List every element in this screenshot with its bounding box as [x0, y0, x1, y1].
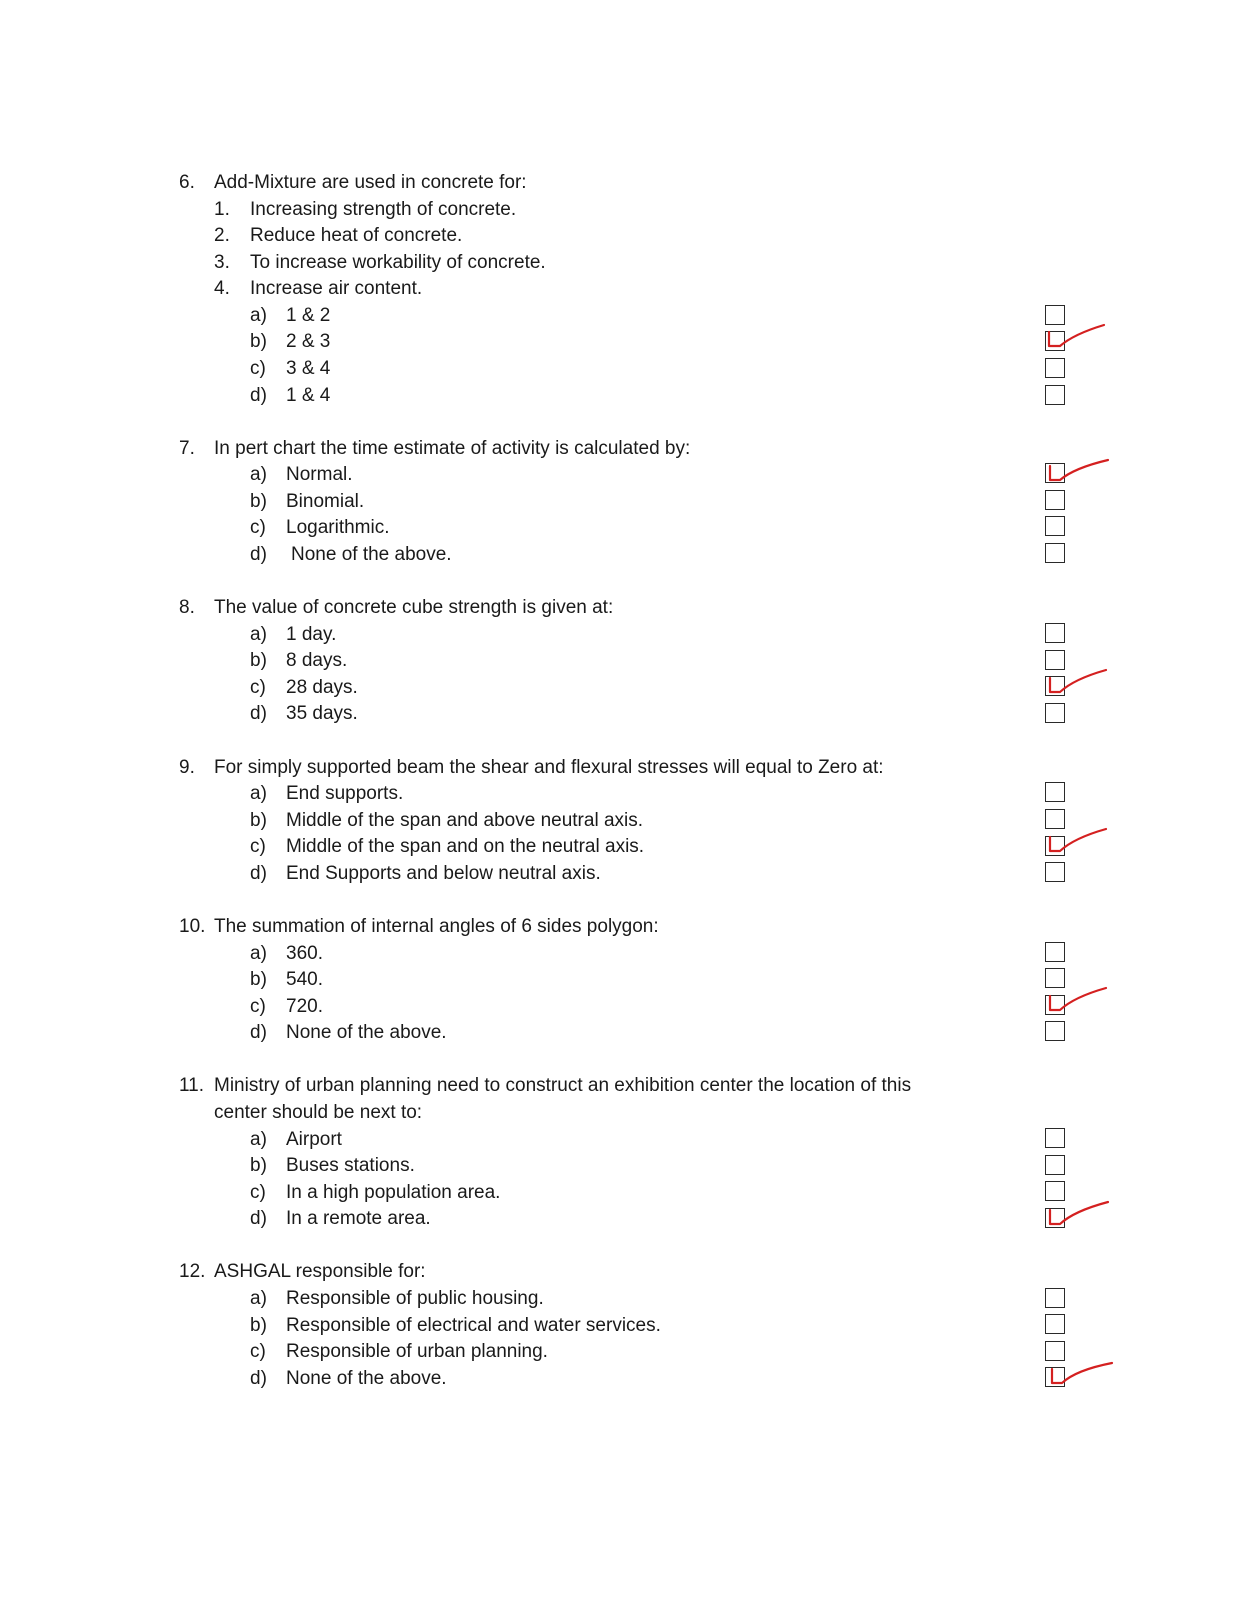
q11-option-a-text: Airport: [286, 1129, 342, 1150]
q12-option-c-label: c): [250, 1341, 266, 1362]
q10-checkmark-icon: [1046, 982, 1116, 1016]
q6-statement-1-text: Increasing strength of concrete.: [250, 199, 517, 220]
q8-option-d-label: d): [250, 703, 267, 724]
q11-checkmark-icon: [1046, 1196, 1116, 1230]
q6-statement-4-text: Increase air content.: [250, 278, 423, 299]
q10-option-b-text: 540.: [286, 969, 323, 990]
q11-text-line-2: center should be next to:: [214, 1102, 423, 1123]
q12-option-d-text: None of the above.: [286, 1368, 447, 1389]
q10-text: The summation of internal angles of 6 sides polygon:: [214, 916, 659, 937]
q7-checkmark-icon: [1046, 454, 1116, 488]
q12-number: 12.: [179, 1261, 206, 1282]
q6-statement-1-number: 1.: [214, 199, 230, 220]
q12-checkmark-icon: [1046, 1355, 1116, 1389]
q11-option-b-label: b): [250, 1155, 267, 1176]
q9-option-c-text: Middle of the span and on the neutral axis.: [286, 836, 645, 857]
q11-option-b-text: Buses stations.: [286, 1155, 415, 1176]
q6-option-c-label: c): [250, 358, 266, 379]
q12-text: ASHGAL responsible for:: [214, 1261, 426, 1282]
q7-number: 7.: [179, 438, 195, 459]
q9-option-a-checkbox[interactable]: [1045, 782, 1065, 802]
q11-option-d-label: d): [250, 1208, 267, 1229]
q11-text-line-1: Ministry of urban planning need to construct an exhibition center the location of this: [214, 1075, 912, 1096]
q10-option-d-checkbox[interactable]: [1045, 1021, 1065, 1041]
q8-checkmark-icon: [1046, 664, 1116, 698]
q7-option-a-text: Normal.: [286, 464, 353, 485]
q6-option-c-checkbox[interactable]: [1045, 358, 1065, 378]
q7-option-d-checkbox[interactable]: [1045, 543, 1065, 563]
q7-option-c-text: Logarithmic.: [286, 517, 390, 538]
q9-option-d-checkbox[interactable]: [1045, 862, 1065, 882]
q9-option-a-text: End supports.: [286, 783, 404, 804]
q10-option-d-text: None of the above.: [286, 1022, 447, 1043]
q7-option-a-label: a): [250, 464, 267, 485]
q10-option-a-text: 360.: [286, 943, 323, 964]
q10-option-c-text: 720.: [286, 996, 323, 1017]
q8-option-c-text: 28 days.: [286, 677, 358, 698]
q7-option-d-text: None of the above.: [291, 544, 452, 565]
q12-option-a-checkbox[interactable]: [1045, 1288, 1065, 1308]
q8-option-d-checkbox[interactable]: [1045, 703, 1065, 723]
q6-option-a-text: 1 & 2: [286, 305, 331, 326]
q7-option-b-checkbox[interactable]: [1045, 490, 1065, 510]
q9-option-c-label: c): [250, 836, 266, 857]
q10-number: 10.: [179, 916, 206, 937]
q9-option-b-text: Middle of the span and above neutral axis.: [286, 810, 644, 831]
q7-text: In pert chart the time estimate of activity is calculated by:: [214, 438, 691, 459]
q7-option-b-label: b): [250, 491, 267, 512]
q7-option-c-label: c): [250, 517, 266, 538]
q8-number: 8.: [179, 597, 195, 618]
q8-option-c-label: c): [250, 677, 266, 698]
q6-text: Add-Mixture are used in concrete for:: [214, 172, 527, 193]
q6-option-b-label: b): [250, 331, 267, 352]
q6-statement-3-number: 3.: [214, 252, 230, 273]
q12-option-b-text: Responsible of electrical and water services.: [286, 1315, 661, 1336]
q8-option-d-text: 35 days.: [286, 703, 358, 724]
q11-option-c-text: In a high population area.: [286, 1182, 501, 1203]
q8-option-a-checkbox[interactable]: [1045, 623, 1065, 643]
q11-option-b-checkbox[interactable]: [1045, 1155, 1065, 1175]
q7-option-d-label: d): [250, 544, 267, 565]
q10-option-c-label: c): [250, 996, 266, 1017]
q11-option-d-text: In a remote area.: [286, 1208, 431, 1229]
q11-option-a-label: a): [250, 1129, 267, 1150]
q12-option-b-checkbox[interactable]: [1045, 1314, 1065, 1334]
q6-option-b-text: 2 & 3: [286, 331, 331, 352]
q12-option-a-label: a): [250, 1288, 267, 1309]
q9-number: 9.: [179, 757, 195, 778]
q6-option-d-checkbox[interactable]: [1045, 385, 1065, 405]
q8-option-b-text: 8 days.: [286, 650, 348, 671]
q6-option-d-label: d): [250, 385, 267, 406]
q11-option-a-checkbox[interactable]: [1045, 1128, 1065, 1148]
q9-text: For simply supported beam the shear and flexural stresses will equal to Zero at:: [214, 757, 884, 778]
q10-option-b-label: b): [250, 969, 267, 990]
q9-option-d-text: End Supports and below neutral axis.: [286, 863, 601, 884]
q12-option-b-label: b): [250, 1315, 267, 1336]
q7-option-b-text: Binomial.: [286, 491, 365, 512]
q12-option-a-text: Responsible of public housing.: [286, 1288, 544, 1309]
q6-option-c-text: 3 & 4: [286, 358, 331, 379]
q9-option-d-label: d): [250, 863, 267, 884]
q6-statement-2-text: Reduce heat of concrete.: [250, 225, 463, 246]
q9-option-a-label: a): [250, 783, 267, 804]
q9-checkmark-icon: [1046, 823, 1116, 857]
q7-option-c-checkbox[interactable]: [1045, 516, 1065, 536]
q12-option-c-text: Responsible of urban planning.: [286, 1341, 548, 1362]
q10-option-d-label: d): [250, 1022, 267, 1043]
q11-number: 11.: [179, 1075, 205, 1096]
q6-number: 6.: [179, 172, 195, 193]
q6-checkmark-icon: [1046, 318, 1116, 352]
q6-option-d-text: 1 & 4: [286, 385, 331, 406]
q6-statement-3-text: To increase workability of concrete.: [250, 252, 546, 273]
q8-option-a-text: 1 day.: [286, 624, 337, 645]
q12-option-d-label: d): [250, 1368, 267, 1389]
q6-statement-2-number: 2.: [214, 225, 230, 246]
q6-option-a-label: a): [250, 305, 267, 326]
q6-statement-4-number: 4.: [214, 278, 230, 299]
q8-text: The value of concrete cube strength is given at:: [214, 597, 614, 618]
q8-option-b-label: b): [250, 650, 267, 671]
q8-option-a-label: a): [250, 624, 267, 645]
q9-option-b-label: b): [250, 810, 267, 831]
q10-option-a-label: a): [250, 943, 267, 964]
q10-option-a-checkbox[interactable]: [1045, 942, 1065, 962]
q11-option-c-label: c): [250, 1182, 266, 1203]
